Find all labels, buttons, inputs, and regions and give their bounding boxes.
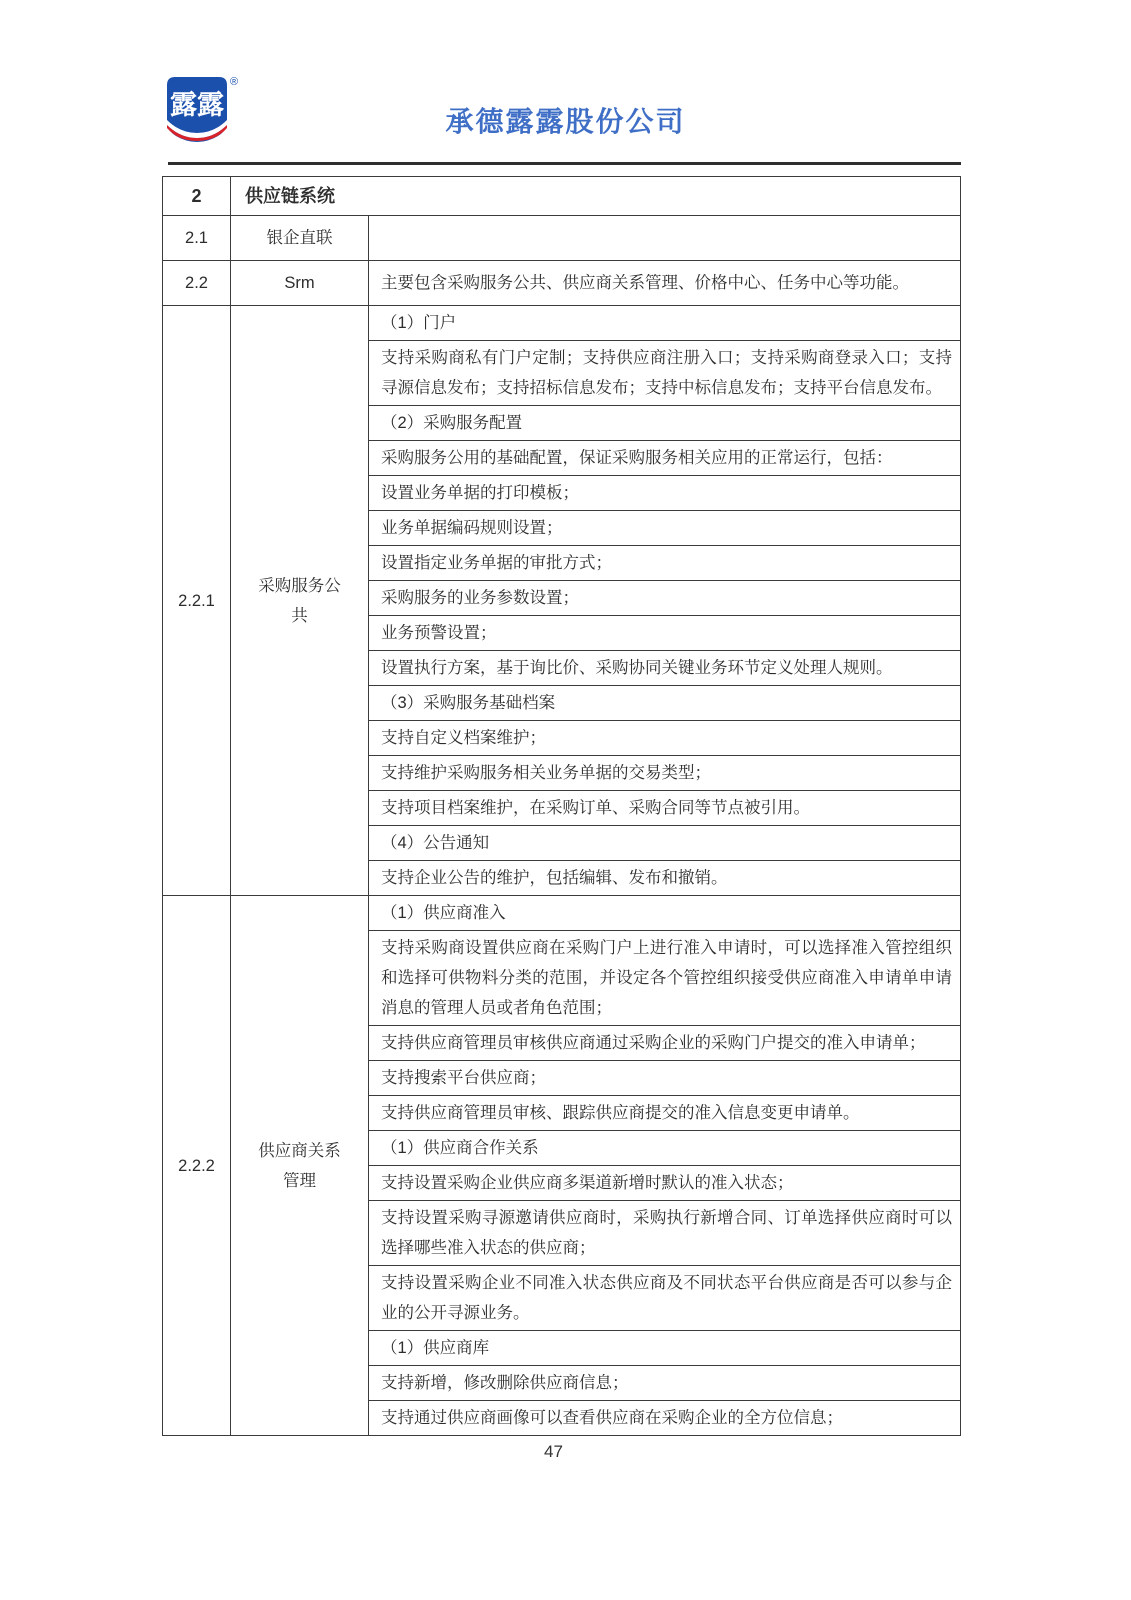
cell-section-label [231,896,369,1436]
logo-text: 露露 [170,90,224,120]
cell-chapter-title: 供应链系统 [231,177,961,216]
cell-number: 2.1 [163,216,231,261]
cell-content: 支持采购商设置供应商在采购门户上进行准入申请时，可以选择准入管控组织和选择可供物料分类的范围，并设定各个管控组织接受供应商准入申请单申请消息的管理人员或者角色范围； [369,931,961,1026]
cell-content: 业务单据编码规则设置； [369,511,961,546]
cell-content: （3）采购服务基础档案 [369,686,961,721]
cell-content: 设置执行方案，基于询比价、采购协同关键业务环节定义处理人规则。 [369,651,961,686]
cell-content: （1）供应商库 [369,1331,961,1366]
registered-mark: ® [230,76,239,88]
requirements-table [162,176,961,1436]
page-title: 承德露露股份公司 [445,106,686,137]
cell-content: （1）供应商合作关系 [369,1131,961,1166]
cell-content: 采购服务的业务参数设置； [369,581,961,616]
cell-content: 主要包含采购服务公共、供应商关系管理、价格中心、任务中心等功能。 [369,261,961,306]
cell-label: 银企直联 [231,216,369,261]
page-number: 47 [544,1442,563,1461]
cell-label: Srm [231,261,369,306]
cell-content: 支持搜索平台供应商； [369,1061,961,1096]
cell-section-number: 2.2.2 [163,896,231,1436]
cell-content: （1）门户 [369,306,961,341]
cell-content: 支持新增，修改删除供应商信息； [369,1366,961,1401]
cell-content [369,216,961,261]
cell-number: 2.2 [163,261,231,306]
cell-content: （4）公告通知 [369,826,961,861]
cell-content: 支持维护采购服务相关业务单据的交易类型； [369,756,961,791]
cell-content: 业务预警设置； [369,616,961,651]
cell-content: 采购服务公用的基础配置，保证采购服务相关应用的正常运行，包括： [369,441,961,476]
cell-content: 支持设置采购企业供应商多渠道新增时默认的准入状态； [369,1166,961,1201]
cell-content: 支持供应商管理员审核、跟踪供应商提交的准入信息变更申请单。 [369,1096,961,1131]
cell-section-label [231,306,369,896]
table-row-2-2 [163,261,961,306]
section-label-text: 供应商关系管理 [258,1141,341,1190]
cell-content: 支持采购商私有门户定制；支持供应商注册入口；支持采购商登录入口；支持寻源信息发布；支持招标信息发布；支持中标信息发布；支持平台信息发布。 [369,341,961,406]
table-row [163,896,961,931]
cell-content: 支持通过供应商画像可以查看供应商在采购企业的全方位信息； [369,1401,961,1436]
header-divider [168,162,961,165]
cell-content: 支持自定义档案维护； [369,721,961,756]
cell-content: （1）供应商准入 [369,896,961,931]
cell-content: 设置业务单据的打印模板； [369,476,961,511]
table-row [163,306,961,341]
cell-content: 支持项目档案维护，在采购订单、采购合同等节点被引用。 [369,791,961,826]
cell-content: 支持供应商管理员审核供应商通过采购企业的采购门户提交的准入申请单； [369,1026,961,1061]
cell-content: （2）采购服务配置 [369,406,961,441]
table-row-chapter [163,177,961,216]
table-row-2-1 [163,216,961,261]
cell-content: 支持设置采购企业不同准入状态供应商及不同状态平台供应商是否可以参与企业的公开寻源业务。 [369,1266,961,1331]
section-label-text: 采购服务公共 [258,576,341,625]
cell-content: 支持企业公告的维护，包括编辑、发布和撤销。 [369,861,961,896]
cell-chapter-number: 2 [163,177,231,216]
cell-section-number: 2.2.1 [163,306,231,896]
cell-content: 设置指定业务单据的审批方式； [369,546,961,581]
cell-content: 支持设置采购寻源邀请供应商时，采购执行新增合同、订单选择供应商时可以选择哪些准入状态的供应商； [369,1201,961,1266]
